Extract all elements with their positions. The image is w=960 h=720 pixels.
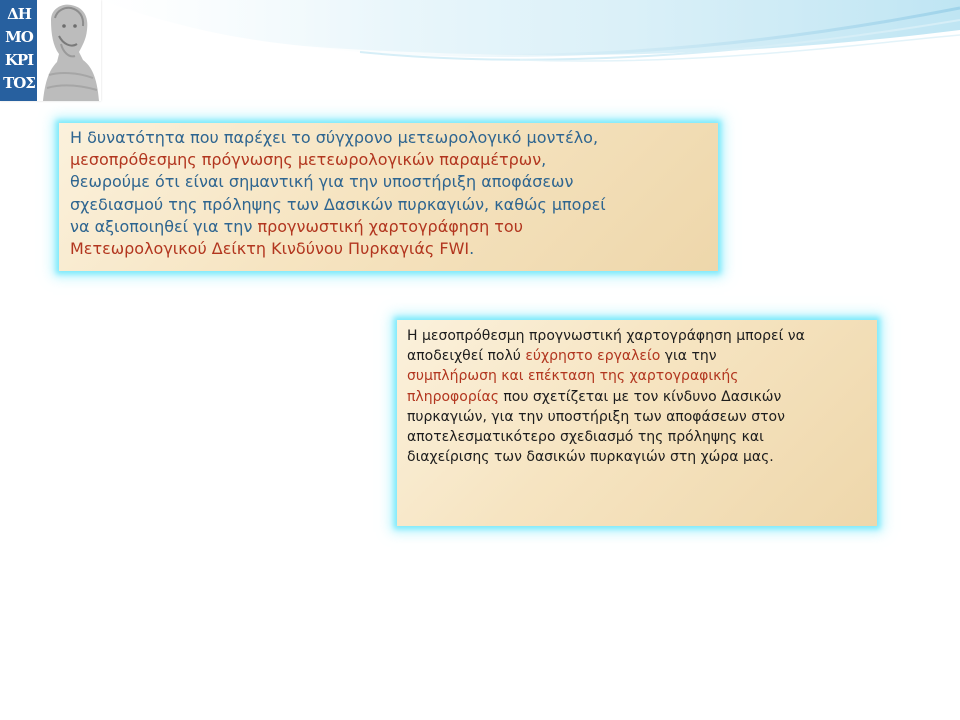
text-line	[70, 238, 720, 260]
text-segment: για την	[660, 348, 717, 365]
bust-icon	[37, 0, 101, 101]
text-line	[407, 407, 877, 427]
text-segment: αποδειχθεί πολύ	[407, 348, 526, 365]
highlighted-text: μεσοπρόθεσμης πρόγνωσης μετεωρολογικών παραμέτρων	[70, 150, 542, 170]
text-segment: θεωρούμε ότι είναι σημαντική για την υποστήριξη αποφάσεων	[70, 172, 574, 192]
summary-textbox	[59, 123, 718, 271]
logo	[0, 0, 101, 101]
highlighted-text: συμπλήρωση και επέκταση της χαρτογραφικής	[407, 368, 739, 385]
logo-strip	[0, 0, 37, 101]
text-segment: σχεδιασμού της πρόληψης των Δασικών πυρκαγιών, καθώς μπορεί	[70, 194, 606, 214]
text-line	[70, 194, 720, 216]
text-segment: .	[469, 239, 475, 259]
logo-letters-line: ΤΟΣ	[3, 74, 35, 92]
text-line	[70, 171, 720, 193]
text-segment: Η μεσοπρόθεσμη προγνωστική χαρτογράφηση μπορεί να	[407, 328, 805, 344]
text-segment: διαχείρισης των δασικών πυρκαγιών στη χώρα μας.	[407, 449, 774, 466]
summary-text	[70, 127, 720, 260]
conclusion-textbox	[397, 320, 877, 526]
text-line	[407, 387, 877, 407]
text-segment: που σχετίζεται με τον κίνδυνο Δασικών	[498, 388, 782, 405]
text-line	[407, 346, 877, 366]
text-line	[70, 216, 720, 238]
logo-letters-line: ΜΟ	[5, 28, 33, 46]
text-line	[407, 366, 877, 386]
text-segment: να αξιοποιηθεί για την	[70, 216, 258, 236]
logo-letters-line: ΔΗ	[7, 5, 31, 23]
highlighted-text: πληροφορίας	[407, 388, 499, 405]
text-line	[407, 447, 877, 467]
highlighted-text: Μετεωρολογικού Δείκτη Κινδύνου Πυρκαγιάς FWI	[70, 239, 470, 259]
text-line	[407, 427, 877, 447]
logo-letters-line: ΚΡΙ	[4, 51, 34, 69]
text-line	[407, 326, 877, 346]
text-segment: Η δυνατότητα που παρέχει το σύγχρονο μετεωρολογικό μοντέλο,	[70, 128, 599, 147]
text-line	[70, 149, 720, 171]
logo-letters	[1, 3, 37, 95]
text-line	[70, 127, 720, 149]
conclusion-text	[407, 326, 877, 467]
text-segment: πυρκαγιών, για την υποστήριξη των αποφάσεων στον	[407, 408, 785, 425]
header-swoosh-decoration	[0, 0, 960, 110]
highlighted-text: προγνωστική χαρτογράφηση του	[257, 216, 523, 236]
text-segment: ,	[541, 150, 547, 170]
highlighted-text: εύχρηστο εργαλείο	[525, 348, 661, 365]
text-segment: αποτελεσματικότερο σχεδιασμό της πρόληψης και	[407, 429, 764, 446]
